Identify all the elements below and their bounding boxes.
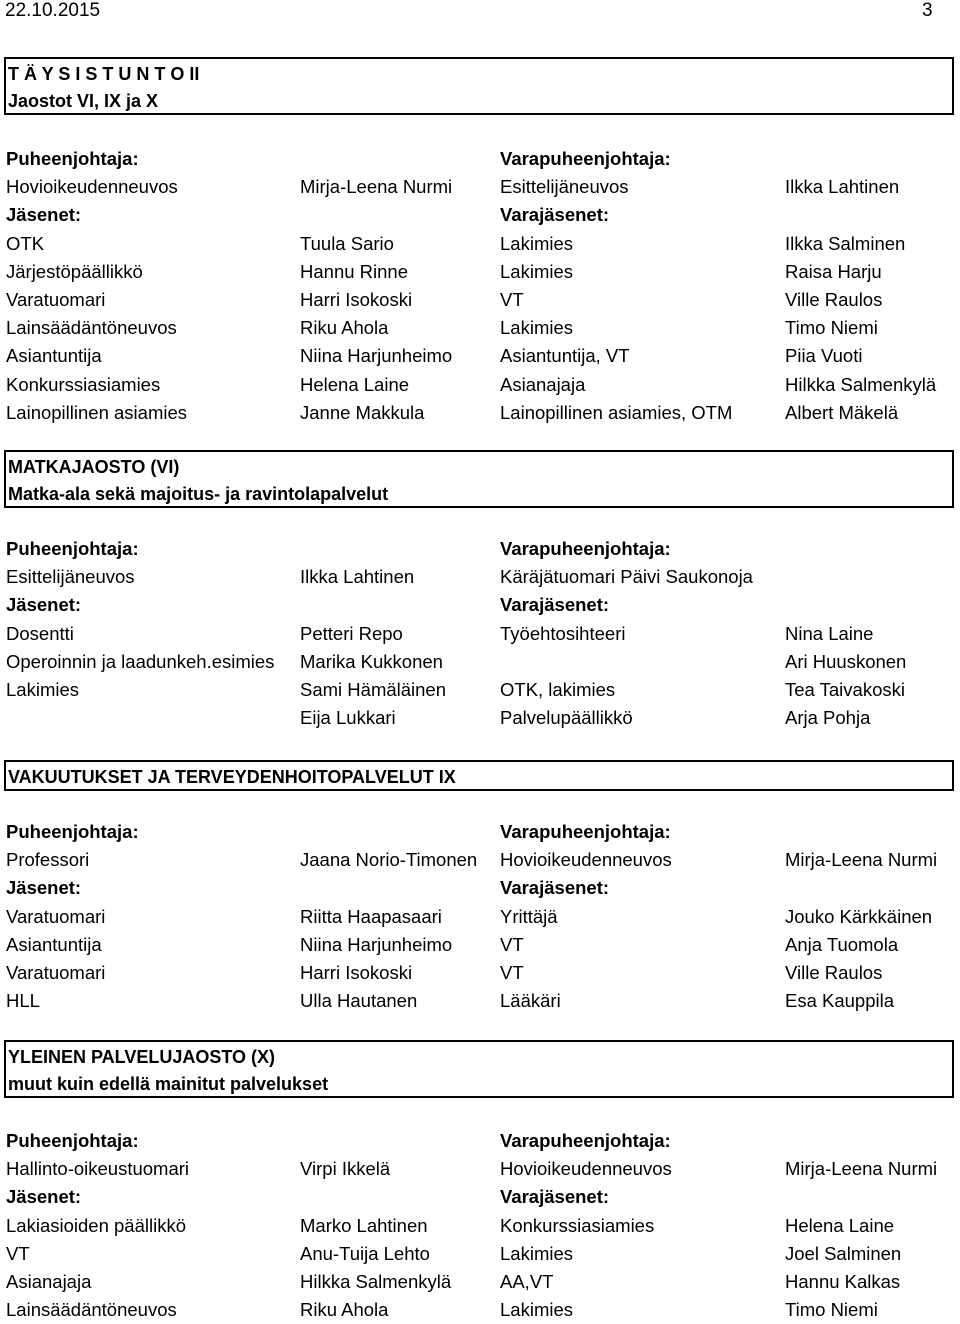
- member-cell: Asiantuntija: [6, 933, 102, 955]
- member-cell: Konkurssiasiamies: [500, 1214, 655, 1236]
- member-row: [0, 676, 960, 704]
- member-cell: Helena Laine: [785, 1214, 895, 1236]
- member-cell: Ilkka Salminen: [785, 232, 906, 254]
- page-header: [0, 0, 960, 22]
- section-title-line: muut kuin edellä mainitut palvelukset: [8, 1074, 329, 1094]
- member-row: [0, 1268, 960, 1296]
- member-cell: Ulla Hautanen: [300, 990, 418, 1012]
- role-heading: Jäsenet:: [6, 594, 82, 616]
- member-cell: Harri Isokoski: [300, 289, 413, 310]
- document-date: 22.10.2015: [5, 0, 101, 21]
- member-row: [0, 704, 960, 732]
- member-cell: Lainopillinen asiamies: [6, 401, 187, 423]
- member-cell: Lääkäri: [500, 990, 561, 1012]
- section-title-box: [4, 1040, 954, 1098]
- member-cell: Hilkka Salmenkylä: [300, 1271, 452, 1292]
- member-cell: Asianajaja: [500, 373, 586, 395]
- member-row: [0, 563, 960, 591]
- member-cell: OTK: [6, 232, 45, 254]
- member-cell: Ilkka Lahtinen: [300, 566, 415, 588]
- member-cell: Hovioikeudenneuvos: [6, 176, 178, 198]
- member-cell: AA,VT: [500, 1271, 554, 1292]
- role-heading: Varapuheenjohtaja:: [500, 1130, 671, 1151]
- member-cell: Helena Laine: [300, 373, 410, 395]
- member-row: [0, 535, 960, 563]
- member-cell: Jouko Kärkkäinen: [785, 905, 933, 927]
- member-row: [0, 1212, 960, 1240]
- section-title-line: VAKUUTUKSET JA TERVEYDENHOITOPALVELUT IX: [8, 767, 456, 787]
- member-cell: Joel Salminen: [785, 1242, 902, 1264]
- member-row: [0, 1127, 960, 1155]
- member-cell: Janne Makkula: [300, 401, 425, 423]
- section-title-line: Jaostot VI, IX ja X: [8, 91, 159, 111]
- member-row: [0, 1240, 960, 1268]
- member-cell: Riku Ahola: [300, 317, 389, 339]
- member-cell: VT: [500, 933, 524, 955]
- member-cell: Lainsäädäntöneuvos: [6, 1299, 177, 1321]
- role-heading: Varajäsenet:: [500, 877, 610, 899]
- member-cell: Lakimies: [500, 1242, 573, 1264]
- member-cell: Lainopillinen asiamies, OTM: [500, 401, 733, 423]
- role-heading: Puheenjohtaja:: [6, 1130, 139, 1151]
- member-row: [0, 399, 960, 427]
- member-cell: Esittelijäneuvos: [6, 566, 135, 588]
- member-row: [0, 987, 960, 1015]
- member-row: [0, 959, 960, 987]
- member-cell: Lakimies: [6, 679, 79, 700]
- member-cell: Arja Pohja: [785, 707, 871, 729]
- member-cell: Riitta Haapasaari: [300, 905, 442, 927]
- member-row: [0, 903, 960, 931]
- member-row: [0, 1155, 960, 1183]
- role-heading: Puheenjohtaja:: [6, 538, 139, 559]
- member-cell: Varatuomari: [6, 962, 106, 983]
- member-cell: Varatuomari: [6, 905, 106, 927]
- member-cell: Albert Mäkelä: [785, 401, 899, 423]
- member-cell: Tuula Sario: [300, 232, 394, 254]
- section-title-line: T Ä Y S I S T U N T O II: [8, 64, 200, 84]
- role-heading: Jäsenet:: [6, 1186, 82, 1208]
- section-title-box: [4, 760, 954, 791]
- member-cell: Harri Isokoski: [300, 962, 413, 983]
- member-cell: Hilkka Salmenkylä: [785, 373, 937, 395]
- member-row: [0, 648, 960, 676]
- role-heading: Varajäsenet:: [500, 1186, 610, 1208]
- member-cell: Lainsäädäntöneuvos: [6, 317, 177, 339]
- member-cell: Mirja-Leena Nurmi: [785, 849, 938, 871]
- member-cell: Mirja-Leena Nurmi: [785, 1158, 938, 1180]
- member-row: [0, 846, 960, 874]
- member-cell: Anu-Tuija Lehto: [300, 1242, 430, 1264]
- member-cell: Mirja-Leena Nurmi: [300, 176, 453, 198]
- section-title-line: Matka-ala sekä majoitus- ja ravintolapalvelut: [8, 484, 389, 504]
- member-row: [0, 230, 960, 258]
- member-row: [0, 931, 960, 959]
- member-cell: Lakiasioiden päällikkö: [6, 1214, 186, 1236]
- member-cell: Lakimies: [500, 317, 573, 339]
- role-heading: Varapuheenjohtaja:: [500, 821, 671, 842]
- member-cell: Varatuomari: [6, 289, 106, 310]
- member-cell: Lakimies: [500, 1299, 573, 1321]
- member-cell: Yrittäjä: [500, 905, 558, 927]
- member-cell: Virpi Ikkelä: [300, 1158, 391, 1180]
- member-row: [0, 258, 960, 286]
- page-number: 3: [922, 0, 933, 21]
- member-cell: Hannu Rinne: [300, 260, 408, 282]
- role-heading: Puheenjohtaja:: [6, 148, 139, 169]
- member-row: [0, 286, 960, 314]
- role-heading: Varapuheenjohtaja:: [500, 148, 671, 169]
- member-cell: Käräjätuomari Päivi Saukonoja: [500, 566, 753, 588]
- member-row: [0, 1183, 960, 1211]
- section-title-line: YLEINEN PALVELUJAOSTO (X): [8, 1047, 276, 1067]
- member-cell: HLL: [6, 990, 40, 1012]
- member-cell: Marika Kukkonen: [300, 650, 443, 672]
- member-cell: Ville Raulos: [785, 962, 883, 983]
- member-cell: Ilkka Lahtinen: [785, 176, 900, 198]
- member-cell: Asiantuntija: [6, 345, 102, 367]
- member-cell: Konkurssiasiamies: [6, 373, 161, 395]
- member-row: [0, 1296, 960, 1324]
- member-row: [0, 145, 960, 173]
- role-heading: Puheenjohtaja:: [6, 821, 139, 842]
- member-cell: Hallinto-oikeustuomari: [6, 1158, 190, 1180]
- member-cell: Jaana Norio-Timonen: [300, 849, 478, 871]
- member-cell: Järjestöpäällikkö: [6, 260, 143, 282]
- member-row: [0, 201, 960, 229]
- member-cell: VT: [6, 1242, 30, 1264]
- member-row: [0, 173, 960, 201]
- member-row: [0, 874, 960, 902]
- member-cell: Riku Ahola: [300, 1299, 389, 1321]
- member-cell: OTK, lakimies: [500, 679, 616, 700]
- member-cell: Esittelijäneuvos: [500, 176, 629, 198]
- member-cell: Marko Lahtinen: [300, 1214, 428, 1236]
- member-cell: Niina Harjunheimo: [300, 345, 453, 367]
- member-cell: Petteri Repo: [300, 622, 403, 644]
- member-cell: Ari Huuskonen: [785, 650, 907, 672]
- member-cell: Professori: [6, 849, 90, 871]
- member-cell: VT: [500, 962, 524, 983]
- role-heading: Varajäsenet:: [500, 204, 610, 226]
- member-cell: Raisa Harju: [785, 260, 882, 282]
- member-row: [0, 342, 960, 370]
- member-row: [0, 314, 960, 342]
- member-cell: Piia Vuoti: [785, 345, 863, 367]
- member-cell: Asiantuntija, VT: [500, 345, 630, 367]
- member-cell: Lakimies: [500, 260, 573, 282]
- member-cell: Ville Raulos: [785, 289, 883, 310]
- member-cell: Nina Laine: [785, 622, 874, 644]
- member-cell: Hovioikeudenneuvos: [500, 1158, 672, 1180]
- member-cell: Hannu Kalkas: [785, 1271, 901, 1292]
- member-cell: Hovioikeudenneuvos: [500, 849, 672, 871]
- member-cell: Anja Tuomola: [785, 933, 899, 955]
- member-cell: Operoinnin ja laadunkeh.esimies: [6, 650, 275, 672]
- member-cell: Niina Harjunheimo: [300, 933, 453, 955]
- member-cell: Lakimies: [500, 232, 573, 254]
- section-title-box: [4, 57, 954, 115]
- member-row: [0, 591, 960, 619]
- member-cell: Tea Taivakoski: [785, 679, 905, 700]
- section-title-line: MATKAJAOSTO (VI): [8, 457, 180, 477]
- role-heading: Jäsenet:: [6, 204, 82, 226]
- member-cell: Timo Niemi: [785, 1299, 878, 1321]
- member-row: [0, 818, 960, 846]
- member-cell: Työehtosihteeri: [500, 622, 626, 644]
- member-cell: Dosentti: [6, 622, 74, 644]
- member-cell: Esa Kauppila: [785, 990, 895, 1012]
- member-cell: Sami Hämäläinen: [300, 679, 447, 700]
- member-cell: Asianajaja: [6, 1271, 92, 1292]
- member-cell: Palvelupäällikkö: [500, 707, 633, 729]
- role-heading: Varajäsenet:: [500, 594, 610, 616]
- member-cell: VT: [500, 289, 524, 310]
- role-heading: Jäsenet:: [6, 877, 82, 899]
- member-cell: Eija Lukkari: [300, 707, 396, 729]
- section-title-box: [4, 450, 954, 508]
- member-row: [0, 371, 960, 399]
- member-row: [0, 620, 960, 648]
- role-heading: Varapuheenjohtaja:: [500, 538, 671, 559]
- member-cell: Timo Niemi: [785, 317, 878, 339]
